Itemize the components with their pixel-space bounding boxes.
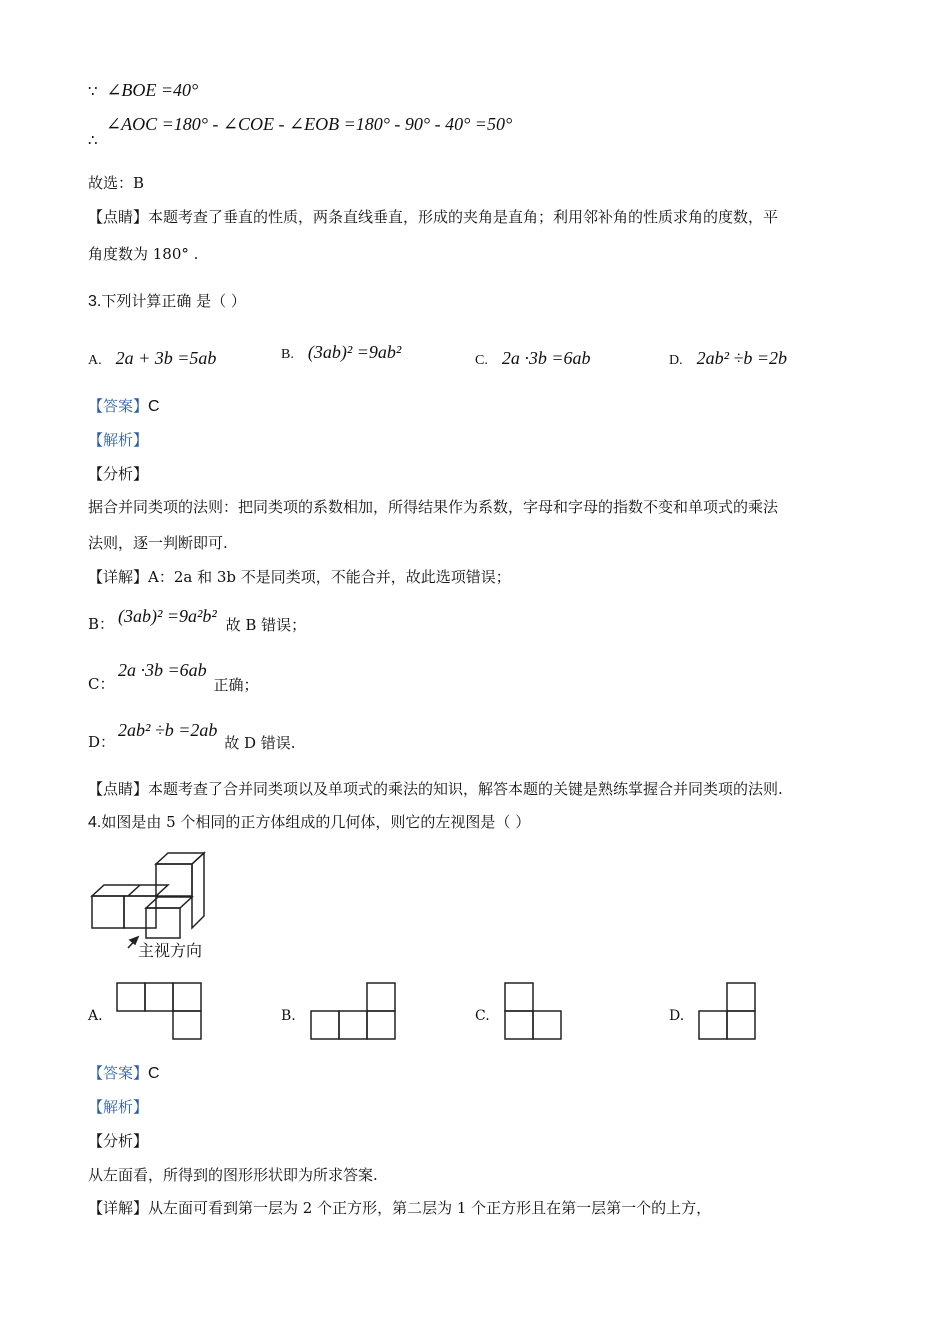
q3-answer-value: C: [148, 398, 160, 415]
cube-front-top: [146, 897, 192, 908]
q3-option-c-label: C.: [475, 353, 488, 368]
q4-option-c-view: [504, 982, 566, 1042]
dianjing-line-2: 角度数为 180° .: [88, 245, 199, 263]
q3-d-suffix: 故 D 错误.: [224, 734, 296, 752]
q4-analysis-label: 【解析】: [88, 1098, 149, 1116]
because-expr: ∠BOE =40°: [106, 80, 199, 100]
q4-stem: [88, 812, 530, 833]
q3-xiangjie-label: 【详解】: [88, 568, 149, 586]
q3-b-expr: (3ab)² =9a²b²: [118, 606, 217, 626]
q4-xiangjie-text: 从左面可看到第一层为 2 个正方形，第二层为 1 个正方形且在第一层第一个的上方，: [148, 1199, 712, 1217]
cube-top-face: [156, 853, 204, 864]
q3-dianjing-text: 本题考查了合并同类项以及单项式的乘法的知识，解答本题的关键是熟练掌握合并同类项的法则.: [148, 780, 783, 798]
cube-left-1: [92, 896, 124, 928]
q3-b-line: [118, 606, 307, 634]
therefore-expr-line: [88, 114, 512, 135]
q3-xiangjie-a-text: A：2a 和 3b 不是同类项，不能合并，故此选项错误；: [148, 568, 511, 586]
q4-option-d-view: [698, 982, 760, 1042]
q3-b-prefix: B：: [88, 615, 115, 633]
therefore-expr: ∠AOC =180° - ∠COE - ∠EOB =180° - 90° - 40° =50°: [106, 114, 513, 134]
q3-d-prefix: D：: [88, 733, 116, 751]
q3-option-b-label: B.: [281, 347, 294, 362]
q3-d-line: [118, 720, 296, 752]
q3-b-suffix: 故 B 错误；: [225, 616, 307, 634]
cube-edge-1: [128, 885, 140, 896]
q3-stem: [88, 291, 246, 312]
therefore-symbol: ∴: [88, 131, 98, 149]
q3-answer: [88, 396, 160, 417]
q3-option-a-label: A.: [88, 353, 102, 368]
q4-number: 4.: [88, 814, 102, 831]
arrow-head: [130, 937, 138, 944]
dianjing-line-1: [88, 207, 778, 227]
q4-option-b-label: B.: [281, 1008, 296, 1024]
q4-option-c-label: C.: [475, 1008, 490, 1024]
q3-number: 3.: [88, 293, 102, 310]
q3-fenxi-text-1: 据合并同类项的法则：把同类项的系数相加，所得结果作为系数，字母和字母的指数不变和单项式的乘法: [88, 498, 779, 516]
q4-figure-caption: 主视方向: [138, 941, 203, 960]
q4-option-d-label: D.: [669, 1008, 685, 1024]
q4-answer-label: 【答案】: [88, 1064, 149, 1082]
q3-d-expr: 2ab² ÷b =2ab: [118, 720, 218, 740]
q3-option-b: [281, 341, 401, 366]
q3-fenxi-label: 【分析】: [88, 465, 149, 483]
q3-option-a: [88, 347, 216, 372]
q4-xiangjie-label: 【详解】: [88, 1199, 149, 1217]
q3-analysis-label: 【解析】: [88, 431, 149, 449]
q3-stem-text: 下列计算正确 是（ ）: [101, 292, 246, 310]
q3-option-d: [669, 347, 787, 372]
q3-xiangjie-a: [88, 567, 511, 587]
cube-left-2: [124, 896, 156, 928]
q4-fenxi-label: 【分析】: [88, 1132, 149, 1150]
because-line: [88, 80, 198, 101]
q4-option-b-view: [310, 982, 400, 1042]
cube-front: [146, 908, 180, 938]
q3-fenxi-text-2: 法则，逐一判断即可.: [88, 534, 228, 552]
cube-right-face: [192, 853, 204, 928]
q4-stem-text: 如图是由 5 个相同的正方体组成的几何体，则它的左视图是（ ）: [101, 813, 531, 831]
q4-option-a-view: [116, 982, 206, 1042]
q3-c-expr: 2a ·3b =6ab: [118, 660, 207, 680]
dianjing-text-1: 本题考查了垂直的性质，两条直线垂直，形成的夹角是直角；利用邻补角的性质求角的度数，平: [148, 208, 779, 226]
q3-option-d-expr: 2ab² ÷b =2b: [696, 348, 788, 368]
dianjing-label: 【点睛】: [88, 208, 149, 226]
q3-c-suffix: 正确；: [213, 676, 259, 694]
q3-option-c-expr: 2a ·3b =6ab: [501, 348, 591, 368]
choice-line: 故选：B: [88, 174, 145, 192]
q4-xiangjie: [88, 1198, 711, 1218]
q3-option-d-label: D.: [669, 353, 683, 368]
q3-dianjing: [88, 779, 783, 799]
q3-option-b-expr: (3ab)² =9ab²: [307, 342, 402, 362]
q3-option-c: [475, 347, 591, 372]
q3-dianjing-label: 【点睛】: [88, 780, 149, 798]
q4-fenxi-text: 从左面看，所得到的图形形状即为所求答案.: [88, 1166, 378, 1184]
q4-answer: [88, 1063, 160, 1084]
q4-option-a-label: A.: [88, 1008, 103, 1024]
q3-answer-label: 【答案】: [88, 397, 149, 415]
q3-option-a-expr: 2a + 3b =5ab: [115, 348, 217, 368]
because-symbol: ∵: [88, 82, 98, 100]
q4-answer-value: C: [148, 1065, 160, 1082]
q3-c-line: [118, 660, 259, 694]
q3-c-prefix: C：: [88, 675, 115, 693]
